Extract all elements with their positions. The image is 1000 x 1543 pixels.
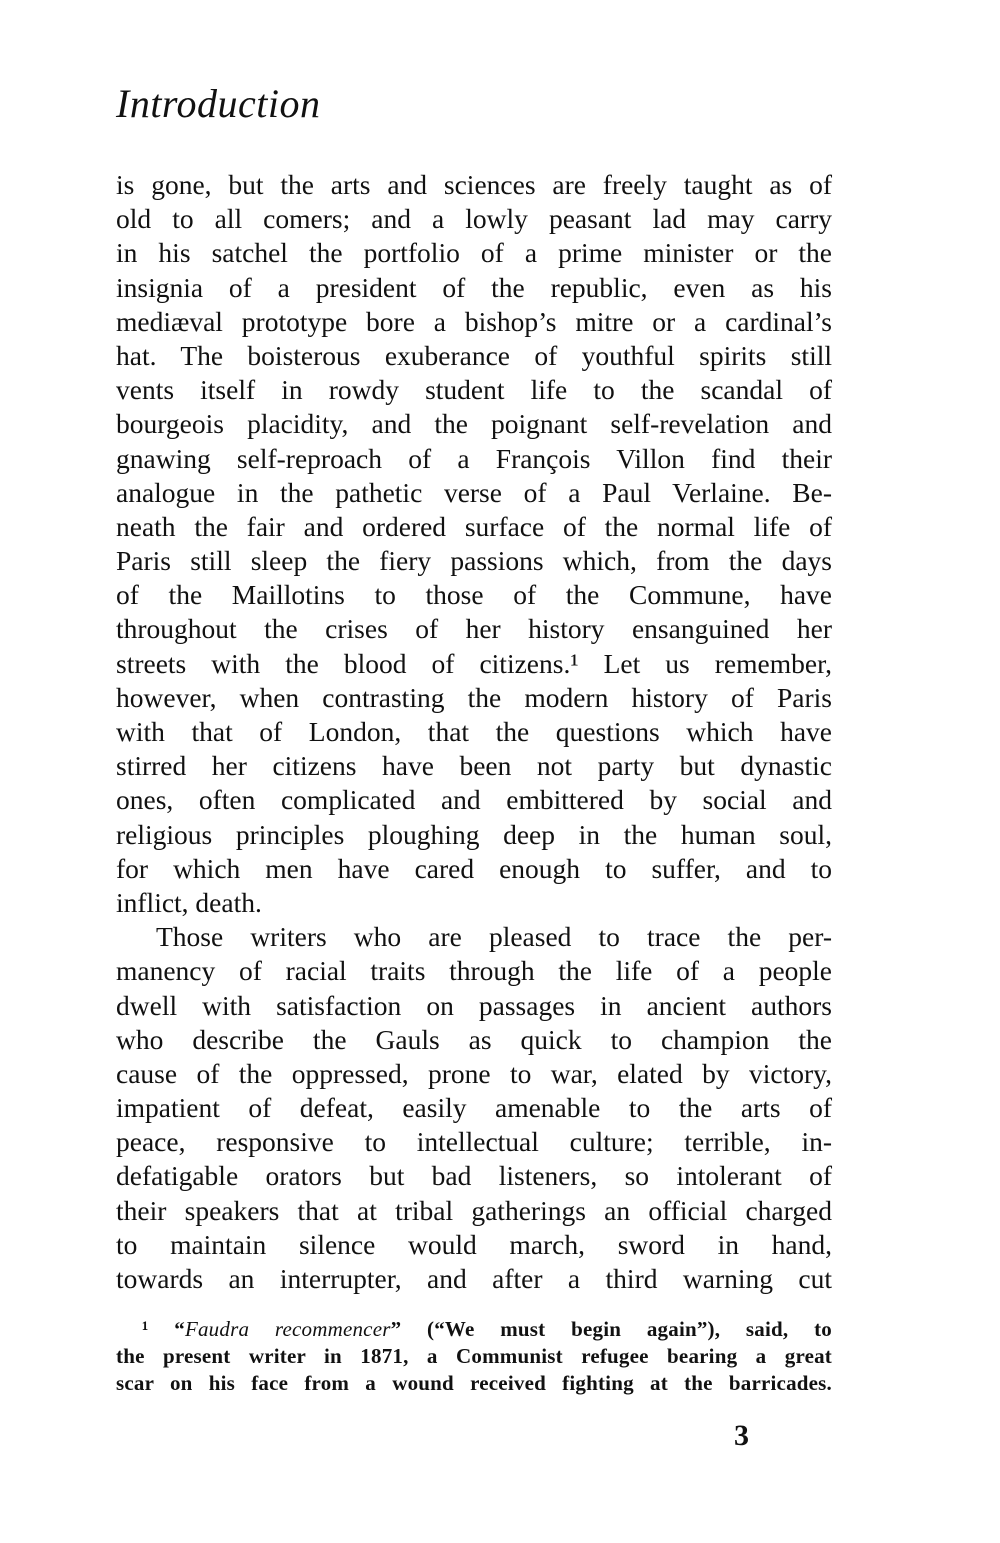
text-line: impatient of defeat, easily amenable to the arts of	[116, 1092, 832, 1124]
text-line: cause of the oppressed, prone to war, elated by victory,	[116, 1057, 832, 1089]
text-line: however, when contrasting the modern history of Paris	[116, 681, 832, 713]
footnote-quote-open: “	[174, 1317, 185, 1341]
text-line: vents itself in rowdy student life to the scandal of	[116, 374, 832, 406]
text-line: analogue in the pathetic verse of a Paul Verlaine. Be-	[116, 476, 832, 508]
text-line: peace, responsive to intellectual culture; terrible, in-	[116, 1126, 832, 1158]
text-line: religious principles ploughing deep in the human soul,	[116, 818, 832, 850]
body-text	[116, 168, 832, 1296]
text-line: mediæval prototype bore a bishop’s mitre or a cardinal’s	[116, 305, 832, 337]
text-line: with that of London, that the questions which have	[116, 716, 832, 747]
text-line: dwell with satisfaction on passages in ancient authors	[116, 989, 832, 1021]
footnote-italic-quote: Faudra recommencer	[184, 1317, 391, 1341]
footnote-line-rest: ” (“We must begin again”), said, to	[390, 1317, 832, 1341]
footnote-line	[116, 1316, 832, 1343]
text-line: to maintain silence would march, sword in hand,	[116, 1228, 832, 1260]
text-line: defatigable orators but bad listeners, so intolerant of	[116, 1160, 832, 1192]
text-line: Paris still sleep the fiery passions which, from the days	[116, 545, 832, 577]
text-line: hat. The boisterous exuberance of youthful spirits still	[116, 339, 832, 371]
footnote-line: the present writer in 1871, a Communist refugee bearing a great	[116, 1344, 832, 1368]
text-line: ones, often complicated and embittered by social and	[116, 784, 832, 816]
text-line: manency of racial traits through the life of a people	[116, 955, 832, 987]
text-line: gnawing self-reproach of a François Villon find their	[116, 442, 832, 474]
text-line: streets with the blood of citizens.¹ Let us remember,	[116, 647, 832, 679]
text-line: throughout the crises of her history ensanguined her	[116, 613, 832, 645]
footnote-marker: ¹	[142, 1317, 149, 1341]
footnote	[116, 1316, 832, 1397]
text-line: for which men have cared enough to suffer, and to	[116, 852, 832, 884]
text-line: their speakers that at tribal gatherings an official charged	[116, 1194, 832, 1226]
paragraph-end-line: inflict, death.	[116, 886, 262, 918]
text-line: neath the fair and ordered surface of the normal life of	[116, 510, 832, 542]
text-line: stirred her citizens have been not party but dynastic	[116, 750, 832, 782]
running-head: Introduction	[116, 81, 321, 126]
paragraph-start-line: Those writers who are pleased to trace the per-	[156, 921, 832, 953]
text-line: is gone, but the arts and sciences are freely taught as of	[116, 169, 832, 200]
text-line: towards an interrupter, and after a third warning cut	[116, 1263, 832, 1294]
text-line: old to all comers; and a lowly peasant lad may carry	[116, 203, 832, 235]
text-line: of the Maillotins to those of the Commune, have	[116, 579, 832, 611]
text-line: who describe the Gauls as quick to champion the	[116, 1023, 832, 1055]
page-number: 3	[734, 1419, 749, 1452]
text-line: insignia of a president of the republic, even as his	[116, 271, 832, 303]
footnote-line: scar on his face from a wound received fighting at the barricades.	[116, 1371, 832, 1395]
text-line: in his satchel the portfolio of a prime minister or the	[116, 237, 832, 269]
text-line: bourgeois placidity, and the poignant self-revelation and	[116, 408, 832, 440]
